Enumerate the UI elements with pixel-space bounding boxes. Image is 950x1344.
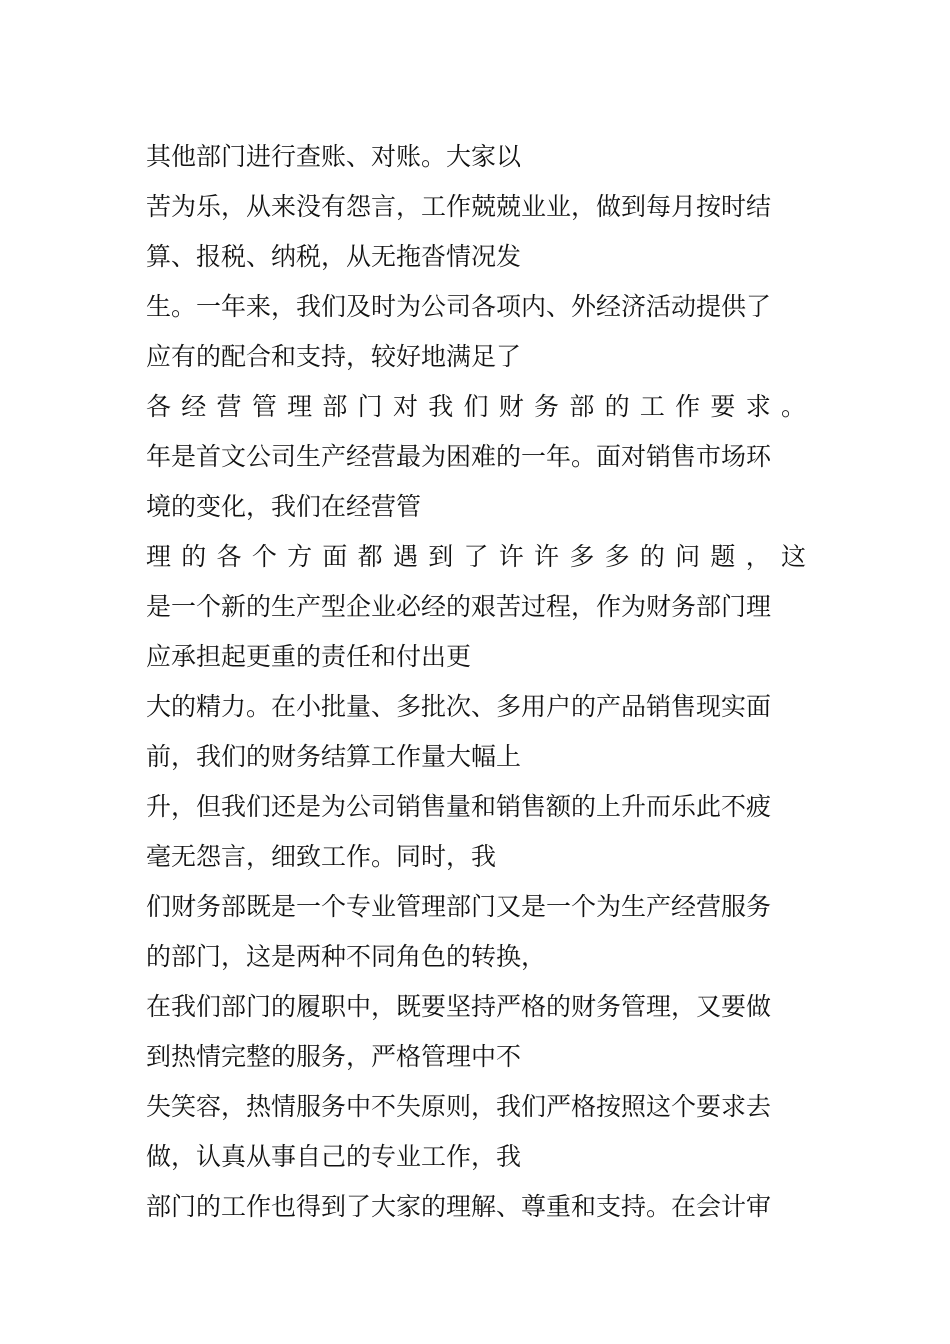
text-line: 是一个新的生产型企业必经的艰苦过程，作为财务部门理: [146, 592, 772, 621]
text-line: 境的变化，我们在经营管: [146, 492, 422, 521]
text-line: 应有的配合和支持，较好地满足了: [146, 342, 522, 371]
text-line: 失笑容，热情服务中不失原则，我们严格按照这个要求去: [146, 1092, 772, 1121]
text-line: 在我们部门的履职中，既要坚持严格的财务管理，又要做: [146, 992, 772, 1021]
text-line: 们财务部既是一个专业管理部门又是一个为生产经营服务: [146, 892, 772, 921]
text-line: 前，我们的财务结算工作量大幅上: [146, 742, 522, 771]
text-line: 其他部门进行查账、对账。大家以: [146, 142, 522, 171]
text-line: 生。一年来，我们及时为公司各项内、外经济活动提供了: [146, 292, 772, 321]
text-line: 到热情完整的服务，严格管理中不: [146, 1042, 522, 1071]
text-line: 理的各个方面都遇到了许许多多的问题，这: [146, 542, 806, 571]
text-line: 部门的工作也得到了大家的理解、尊重和支持。在会计审: [146, 1192, 772, 1221]
text-line: 升，但我们还是为公司销售量和销售额的上升而乐此不疲: [146, 792, 772, 821]
body-text: [146, 132, 806, 1232]
text-line: 做，认真从事自己的专业工作，我: [146, 1142, 522, 1171]
text-line: 大的精力。在小批量、多批次、多用户的产品销售现实面: [146, 692, 772, 721]
text-line: 各经营管理部门对我们财务部的工作要求。: [146, 392, 806, 421]
text-line: 年是首文公司生产经营最为困难的一年。面对销售市场环: [146, 442, 772, 471]
text-line: 的部门，这是两种不同角色的转换，: [146, 942, 547, 971]
text-line: 毫无怨言，细致工作。同时，我: [146, 842, 497, 871]
text-line: 苦为乐，从来没有怨言，工作兢兢业业，做到每月按时结: [146, 192, 772, 221]
text-line: 应承担起更重的责任和付出更: [146, 642, 472, 671]
text-line: 算、报税、纳税，从无拖沓情况发: [146, 242, 522, 271]
